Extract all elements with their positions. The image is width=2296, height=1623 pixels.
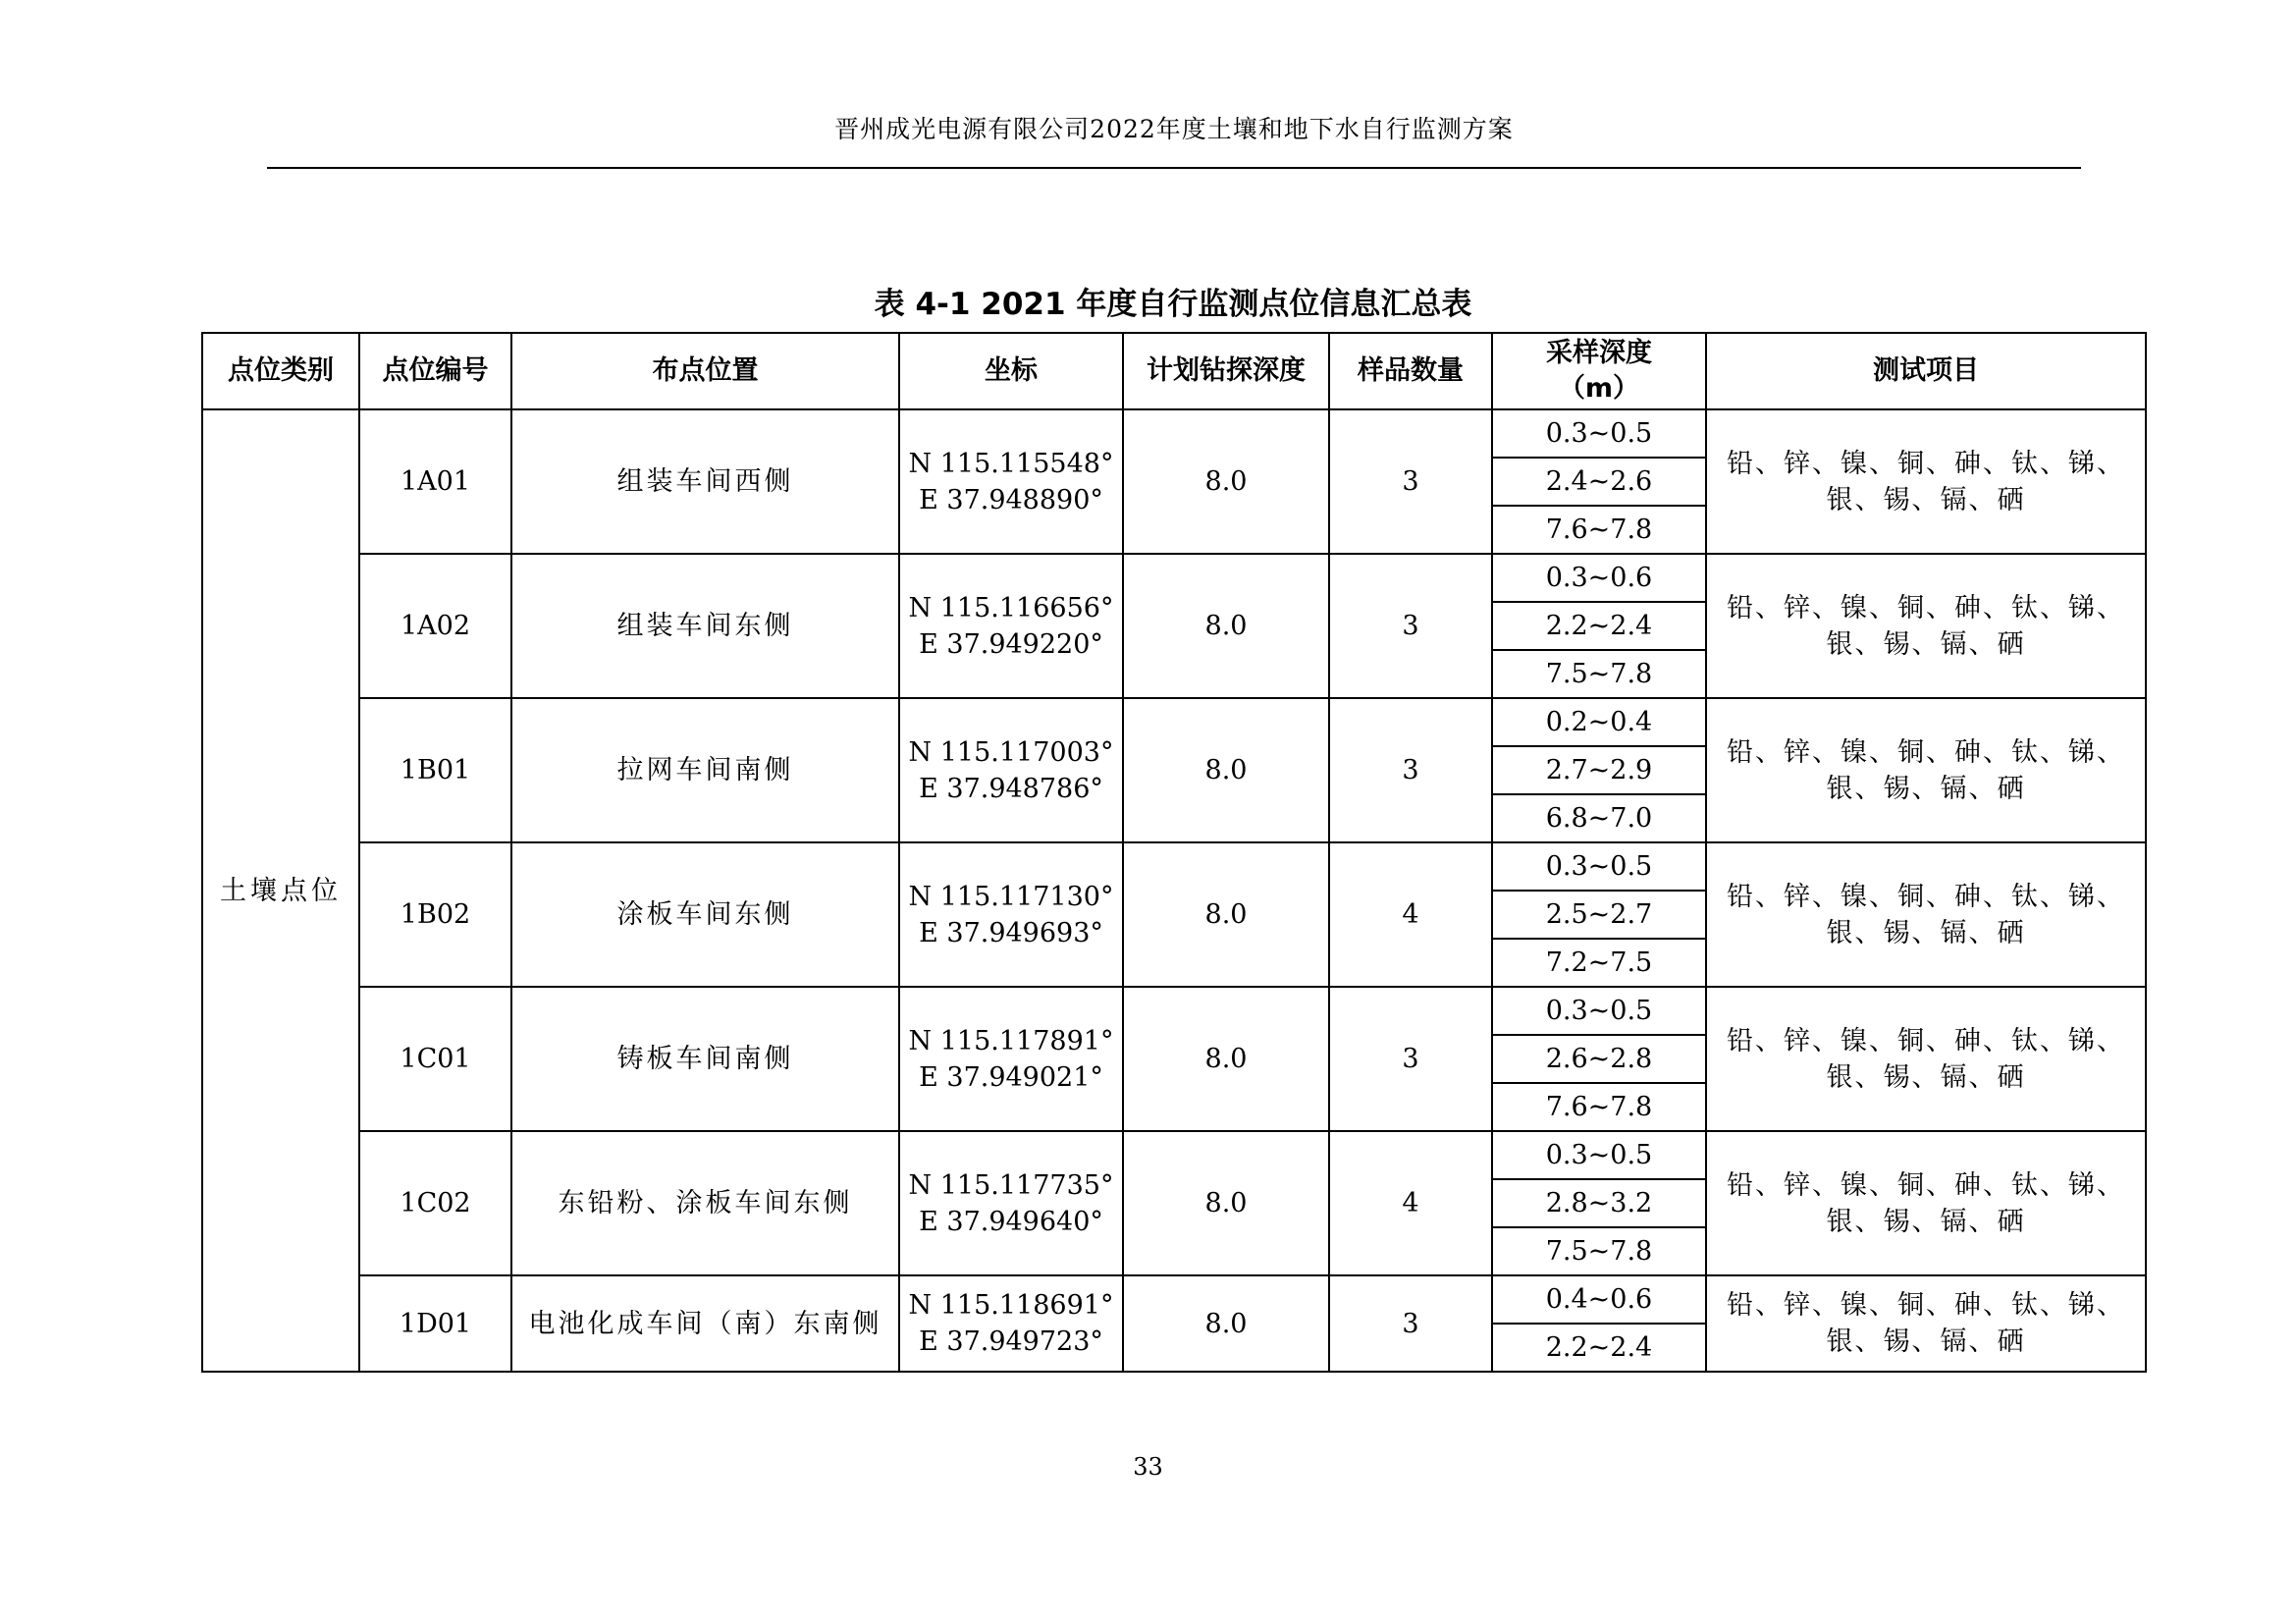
sample-depth-cell: 7.5~7.8 [1492,1227,1706,1275]
test-items-cell [1706,554,2146,698]
test-items-line2: 银、锡、镉、硒 [1826,628,2026,660]
table-caption: 表 4-1 2021 年度自行监测点位信息汇总表 [874,287,1472,322]
location-cell: 组装车间东侧 [511,554,899,698]
coordinates-cell [899,987,1123,1131]
coord-e: E 37.949220° [919,628,1103,660]
sample-count-cell: 4 [1329,1131,1492,1275]
coord-n: N 115.115548° [908,448,1114,479]
sample-depth-cell: 0.3~0.6 [1492,554,1706,602]
coord-e: E 37.949723° [919,1326,1103,1357]
sample-depth-cell: 7.5~7.8 [1492,650,1706,698]
coord-n: N 115.117003° [908,736,1114,768]
col-header-location: 布点位置 [511,333,899,409]
table-header-row [202,333,2146,409]
coordinates-cell [899,1131,1123,1275]
test-items-line1: 铅、锌、镍、铜、砷、钛、锑、 [1727,736,2125,768]
table-row [202,554,2146,602]
sample-count-cell: 3 [1329,987,1492,1131]
test-items-line1: 铅、锌、镍、铜、砷、钛、锑、 [1727,1025,2125,1056]
test-items-cell [1706,698,2146,842]
sample-depth-cell: 7.2~7.5 [1492,939,1706,987]
coord-n: N 115.116656° [908,592,1114,623]
sample-depth-cell: 2.2~2.4 [1492,602,1706,650]
sample-depth-cell: 0.3~0.5 [1492,987,1706,1035]
location-cell: 组装车间西侧 [511,409,899,554]
coordinates-cell [899,409,1123,554]
location-cell: 电池化成车间（南）东南侧 [511,1275,899,1372]
coord-e: E 37.949640° [919,1206,1103,1237]
table-row [202,842,2146,891]
sample-depth-cell: 0.3~0.5 [1492,842,1706,891]
sample-depth-cell: 7.6~7.8 [1492,506,1706,554]
test-items-cell [1706,409,2146,554]
test-items-line2: 银、锡、镉、硒 [1826,1206,2026,1237]
table-row [202,409,2146,458]
coordinates-cell [899,1275,1123,1372]
col-header-coordinates: 坐标 [899,333,1123,409]
page-header: 晋州成光电源有限公司2022年度土壤和地下水自行监测方案 [834,115,1514,143]
monitoring-points-table [201,332,2147,1373]
sample-depth-cell: 2.4~2.6 [1492,458,1706,506]
coordinates-cell [899,842,1123,987]
sample-depth-cell: 2.8~3.2 [1492,1179,1706,1227]
point-id-cell: 1C01 [359,987,511,1131]
table-row [202,987,2146,1035]
col-header-id: 点位编号 [359,333,511,409]
header-rule [267,167,2081,169]
sample-depth-cell: 2.2~2.4 [1492,1324,1706,1372]
test-items-line1: 铅、锌、镍、铜、砷、钛、锑、 [1727,592,2125,623]
sample-count-cell: 3 [1329,698,1492,842]
page-number: 33 [1133,1453,1163,1481]
col-header-test-items: 测试项目 [1706,333,2146,409]
sample-depth-cell: 0.3~0.5 [1492,1131,1706,1179]
coord-e: E 37.948890° [919,484,1103,515]
point-id-cell: 1D01 [359,1275,511,1372]
table-row [202,698,2146,746]
coord-e: E 37.949693° [919,917,1103,948]
col-header-category: 点位类别 [202,333,359,409]
coordinates-cell [899,554,1123,698]
sample-depth-cell: 0.2~0.4 [1492,698,1706,746]
point-id-cell: 1A01 [359,409,511,554]
sample-depth-cell: 0.3~0.5 [1492,409,1706,458]
test-items-line2: 银、锡、镉、硒 [1826,917,2026,948]
test-items-cell [1706,1131,2146,1275]
drill-depth-cell: 8.0 [1123,842,1329,987]
col-header-sample-depth: 采样深度（m） [1492,333,1706,409]
sample-depth-cell: 7.6~7.8 [1492,1083,1706,1131]
sample-depth-cell: 2.6~2.8 [1492,1035,1706,1083]
coordinates-cell [899,698,1123,842]
table-row [202,1131,2146,1179]
point-id-cell: 1B01 [359,698,511,842]
col-header-sample-count: 样品数量 [1329,333,1492,409]
location-cell: 拉网车间南侧 [511,698,899,842]
coord-e: E 37.948786° [919,773,1103,804]
drill-depth-cell: 8.0 [1123,1131,1329,1275]
sample-count-cell: 3 [1329,554,1492,698]
sample-count-cell: 3 [1329,1275,1492,1372]
sample-count-cell: 3 [1329,409,1492,554]
drill-depth-cell: 8.0 [1123,409,1329,554]
test-items-line2: 银、锡、镉、硒 [1826,1326,2026,1357]
table-row [202,1275,2146,1324]
coord-n: N 115.117130° [908,881,1114,912]
test-items-line1: 铅、锌、镍、铜、砷、钛、锑、 [1727,1169,2125,1201]
test-items-line2: 银、锡、镉、硒 [1826,484,2026,515]
drill-depth-cell: 8.0 [1123,554,1329,698]
sample-depth-cell: 2.5~2.7 [1492,891,1706,939]
test-items-line1: 铅、锌、镍、铜、砷、钛、锑、 [1727,1290,2125,1321]
sample-depth-cell: 2.7~2.9 [1492,746,1706,794]
coord-e: E 37.949021° [919,1061,1103,1093]
drill-depth-cell: 8.0 [1123,698,1329,842]
coord-n: N 115.117735° [908,1169,1114,1201]
category-cell: 土壤点位 [202,409,359,1372]
test-items-cell [1706,1275,2146,1372]
sample-count-cell: 4 [1329,842,1492,987]
point-id-cell: 1A02 [359,554,511,698]
test-items-line2: 银、锡、镉、硒 [1826,1061,2026,1093]
test-items-cell [1706,842,2146,987]
coord-n: N 115.117891° [908,1025,1114,1056]
sample-depth-cell: 0.4~0.6 [1492,1275,1706,1324]
location-cell: 铸板车间南侧 [511,987,899,1131]
test-items-line2: 银、锡、镉、硒 [1826,773,2026,804]
col-header-drill-depth: 计划钻探深度 [1123,333,1329,409]
drill-depth-cell: 8.0 [1123,1275,1329,1372]
location-cell: 东铅粉、涂板车间东侧 [511,1131,899,1275]
test-items-line1: 铅、锌、镍、铜、砷、钛、锑、 [1727,881,2125,912]
test-items-line1: 铅、锌、镍、铜、砷、钛、锑、 [1727,448,2125,479]
location-cell: 涂板车间东侧 [511,842,899,987]
point-id-cell: 1C02 [359,1131,511,1275]
coord-n: N 115.118691° [908,1290,1114,1321]
sample-depth-cell: 6.8~7.0 [1492,794,1706,842]
point-id-cell: 1B02 [359,842,511,987]
drill-depth-cell: 8.0 [1123,987,1329,1131]
test-items-cell [1706,987,2146,1131]
